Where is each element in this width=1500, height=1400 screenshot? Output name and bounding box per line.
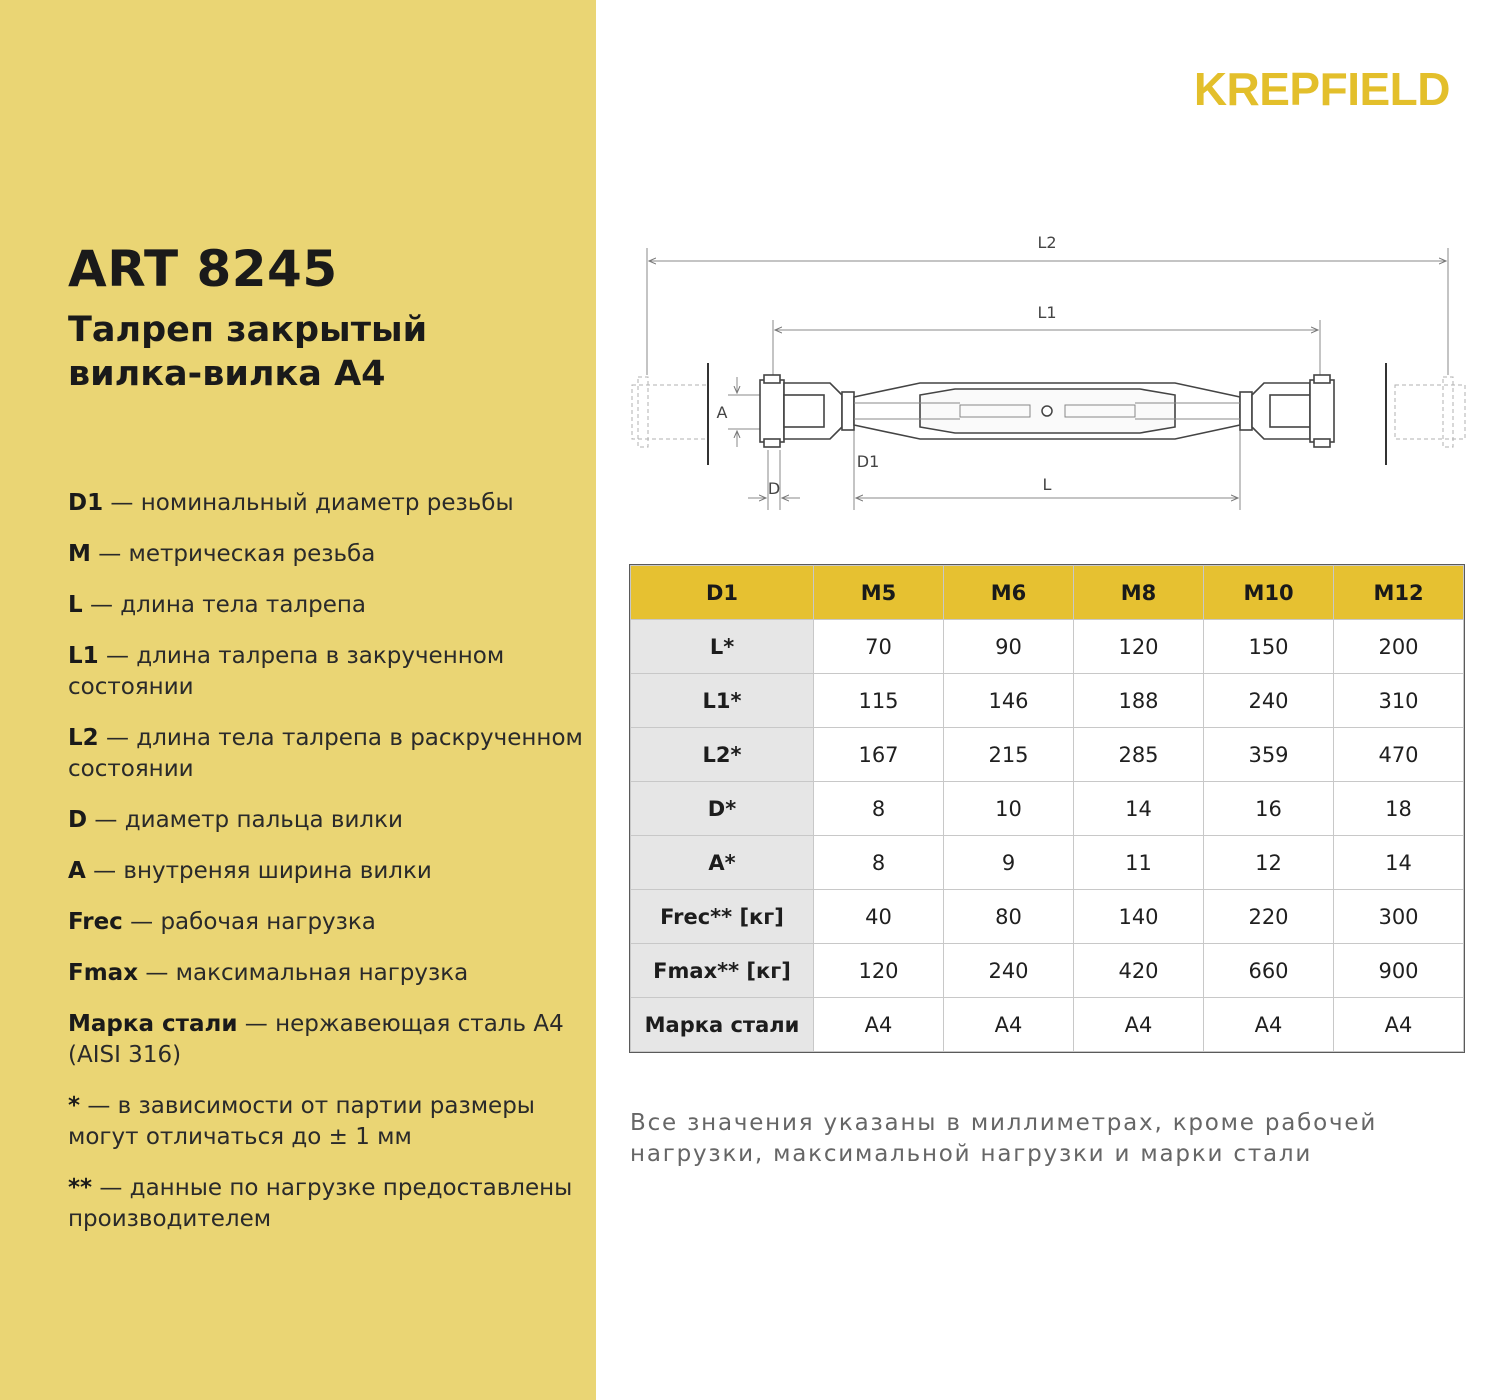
table-cell: 215 — [944, 728, 1074, 782]
turnbuckle-drawing — [620, 225, 1470, 525]
table-cell: 8 — [814, 836, 944, 890]
label-d1: D1 — [856, 452, 880, 471]
legend-list — [68, 488, 583, 1255]
row-label: Марка стали — [631, 998, 814, 1052]
table-cell: 140 — [1074, 890, 1204, 944]
table-row — [631, 674, 1464, 728]
table-cell: 310 — [1334, 674, 1464, 728]
legend-description: — максимальная нагрузка — [138, 960, 469, 986]
row-label: D* — [631, 782, 814, 836]
legend-item — [68, 1173, 583, 1235]
row-label: L2* — [631, 728, 814, 782]
legend-item — [68, 1091, 583, 1153]
legend-description: — метрическая резьба — [90, 541, 376, 567]
legend-description: — данные по нагрузке предоставлены производителем — [68, 1175, 573, 1232]
label-l2: L2 — [1037, 233, 1057, 252]
table-header-row — [631, 566, 1464, 620]
legend-key: L1 — [68, 643, 99, 669]
table-cell: 14 — [1074, 782, 1204, 836]
legend-description: — рабочая нагрузка — [122, 909, 376, 935]
table-cell: 300 — [1334, 890, 1464, 944]
legend-key: D1 — [68, 490, 104, 516]
table-cell: 150 — [1204, 620, 1334, 674]
article-number: ART 8245 — [68, 240, 338, 298]
table-cell: 146 — [944, 674, 1074, 728]
table-cell: 14 — [1334, 836, 1464, 890]
table-cell: 285 — [1074, 728, 1204, 782]
table-header-cell: M8 — [1074, 566, 1204, 620]
label-l: L — [1042, 475, 1052, 494]
legend-key: L — [68, 592, 83, 618]
table-cell: 16 — [1204, 782, 1334, 836]
label-d: D — [767, 479, 781, 498]
legend-item — [68, 958, 583, 989]
table-row — [631, 944, 1464, 998]
legend-item — [68, 1009, 583, 1071]
brand-logo: KREPFIELD — [1193, 63, 1450, 115]
table-cell: 40 — [814, 890, 944, 944]
legend-key: A — [68, 858, 86, 884]
table-cell: 18 — [1334, 782, 1464, 836]
legend-key: Fmax — [68, 960, 139, 986]
table-cell: 240 — [944, 944, 1074, 998]
table-cell: 470 — [1334, 728, 1464, 782]
table-header-cell: M5 — [814, 566, 944, 620]
table-cell: A4 — [1204, 998, 1334, 1052]
product-title-line2: вилка-вилка А4 — [68, 354, 386, 394]
row-label: L1* — [631, 674, 814, 728]
legend-key: M — [68, 541, 91, 567]
label-l1: L1 — [1037, 303, 1057, 322]
row-label: Fmax** [кг] — [631, 944, 814, 998]
center-hole — [1042, 406, 1052, 416]
table-cell: 240 — [1204, 674, 1334, 728]
table-cell: 80 — [944, 890, 1074, 944]
legend-item — [68, 907, 583, 938]
table-cell: 359 — [1204, 728, 1334, 782]
legend-description: — диаметр пальца вилки — [87, 807, 403, 833]
legend-item — [68, 641, 583, 703]
table-cell: 90 — [944, 620, 1074, 674]
table-cell: 420 — [1074, 944, 1204, 998]
table-cell: A4 — [1074, 998, 1204, 1052]
table-cell: 220 — [1204, 890, 1334, 944]
table-header-cell: D1 — [631, 566, 814, 620]
legend-key: ** — [68, 1175, 93, 1201]
table-row — [631, 620, 1464, 674]
table-cell: 9 — [944, 836, 1074, 890]
table-cell: 188 — [1074, 674, 1204, 728]
spec-table — [630, 565, 1464, 1052]
label-a: A — [716, 403, 728, 422]
table-cell: A4 — [1334, 998, 1464, 1052]
table-cell: 120 — [1074, 620, 1204, 674]
table-cell: 8 — [814, 782, 944, 836]
legend-key: * — [68, 1093, 81, 1119]
table-row — [631, 836, 1464, 890]
product-title-line1: Талреп закрытый — [68, 310, 428, 350]
table-cell: 200 — [1334, 620, 1464, 674]
left-panel — [0, 0, 596, 1400]
table-cell: 70 — [814, 620, 944, 674]
table-cell: 900 — [1334, 944, 1464, 998]
legend-item — [68, 856, 583, 887]
row-label: Frec** [кг] — [631, 890, 814, 944]
table-cell: 10 — [944, 782, 1074, 836]
table-header-cell: M6 — [944, 566, 1074, 620]
legend-item — [68, 723, 583, 785]
legend-description: — длина тела талрепа — [82, 592, 367, 618]
legend-key: Марка стали — [68, 1011, 238, 1037]
table-row — [631, 782, 1464, 836]
legend-description: — длина талрепа в закрученном состоянии — [68, 643, 505, 700]
legend-description: — в зависимости от партии размеры могут отличаться до ± 1 мм — [68, 1093, 535, 1150]
table-cell: 660 — [1204, 944, 1334, 998]
table-row — [631, 890, 1464, 944]
row-label: L* — [631, 620, 814, 674]
table-cell: 167 — [814, 728, 944, 782]
table-cell: 12 — [1204, 836, 1334, 890]
row-label: A* — [631, 836, 814, 890]
legend-key: L2 — [68, 725, 99, 751]
table-row — [631, 728, 1464, 782]
legend-key: D — [68, 807, 88, 833]
product-title — [68, 308, 578, 396]
legend-item — [68, 539, 583, 570]
legend-description: — номинальный диаметр резьбы — [103, 490, 514, 516]
table-row — [631, 998, 1464, 1052]
table-cell: 120 — [814, 944, 944, 998]
table-cell: A4 — [944, 998, 1074, 1052]
table-header-cell: M12 — [1334, 566, 1464, 620]
legend-item — [68, 488, 583, 519]
table-cell: A4 — [814, 998, 944, 1052]
units-footnote: Все значения указаны в миллиметрах, кроме рабочей нагрузки, максимальной нагрузки и марки стали — [630, 1110, 1378, 1167]
legend-description: — внутреняя ширина вилки — [85, 858, 432, 884]
table-cell: 115 — [814, 674, 944, 728]
legend-item — [68, 805, 583, 836]
legend-description: — длина тела талрепа в раскрученном состоянии — [68, 725, 583, 782]
legend-description: — нержавеющая сталь А4 (AISI 316) — [68, 1011, 564, 1068]
legend-key: Frec — [68, 909, 123, 935]
table-cell: 11 — [1074, 836, 1204, 890]
legend-item — [68, 590, 583, 621]
table-header-cell: M10 — [1204, 566, 1334, 620]
